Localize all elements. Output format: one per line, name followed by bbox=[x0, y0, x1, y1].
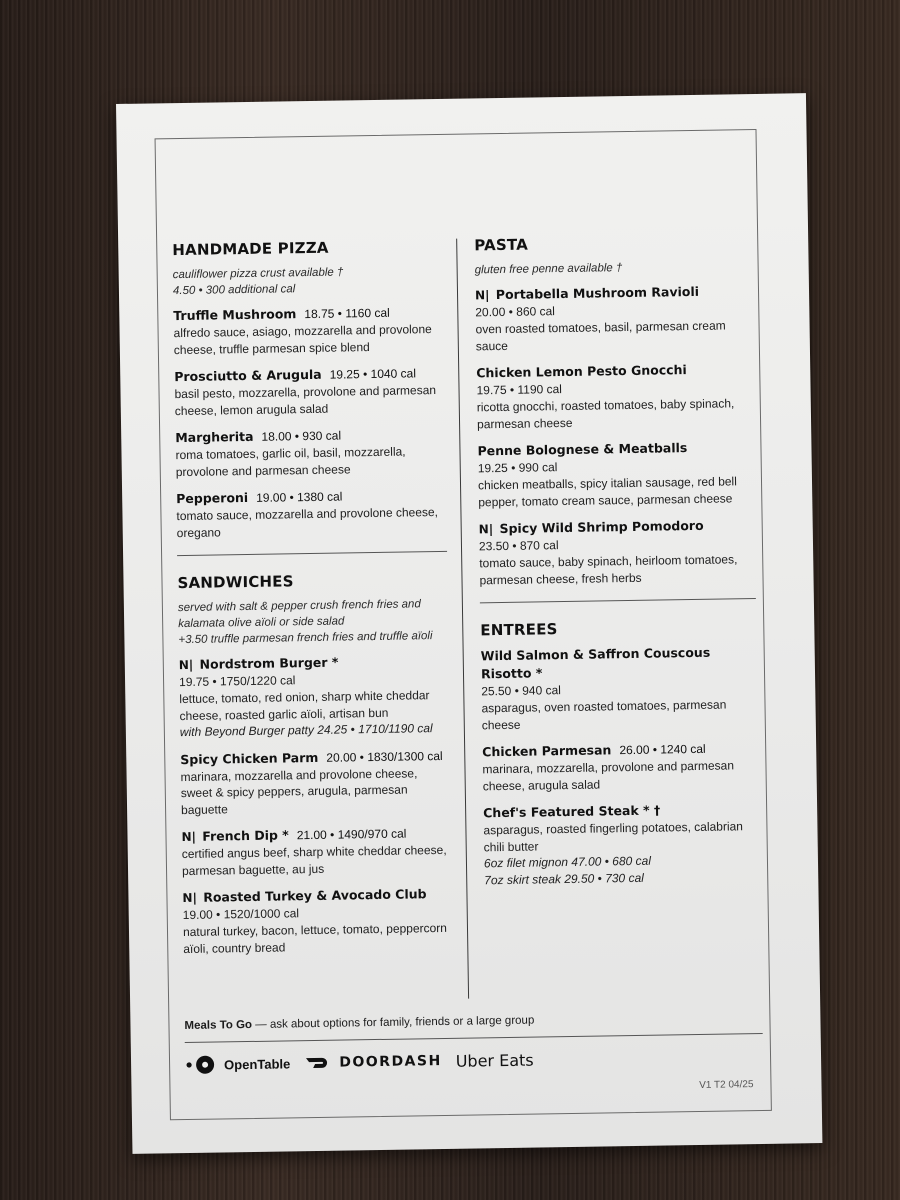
item-desc: tomato sauce, mozzarella and provolone cheese, oregano bbox=[176, 504, 439, 540]
item-name: French Dip * bbox=[202, 827, 289, 844]
item-price: 21.00 • 1490/970 cal bbox=[296, 826, 407, 843]
item-price: 19.25 • 990 cal bbox=[477, 460, 558, 476]
menu-item bbox=[181, 824, 452, 879]
ubereats-label: Uber Eats bbox=[455, 1050, 534, 1071]
doordash-logo bbox=[304, 1053, 442, 1071]
menu-item bbox=[175, 425, 446, 480]
section-title-sandwiches: SANDWICHES bbox=[177, 572, 294, 593]
item-price: 19.00 • 1380 cal bbox=[256, 489, 343, 505]
nordstrom-logo-icon: N| bbox=[181, 829, 197, 845]
item-desc: marinara, mozzarella, provolone and parmesan cheese, arugula salad bbox=[482, 758, 735, 793]
item-desc: alfredo sauce, asiago, mozzarella and provolone cheese, truffle parmesan spice blend bbox=[173, 322, 432, 357]
item-name: Penne Bolognese & Meatballs bbox=[477, 440, 688, 459]
menu-item bbox=[477, 438, 754, 510]
pasta-section bbox=[474, 232, 755, 588]
item-option: 6oz filet mignon 47.00 • 680 cal bbox=[483, 853, 652, 871]
section-title-pasta: PASTA bbox=[474, 235, 529, 255]
nordstrom-logo-icon: N| bbox=[178, 657, 194, 673]
menu-item bbox=[174, 364, 445, 419]
item-desc: natural turkey, bacon, lettuce, tomato, peppercorn aïoli, country bread bbox=[182, 920, 448, 956]
item-name: Nordstrom Burger * bbox=[199, 654, 339, 672]
item-desc: roma tomatoes, garlic oil, basil, mozzarella, provolone and parmesan cheese bbox=[175, 444, 406, 479]
menu-item bbox=[481, 643, 758, 733]
right-column bbox=[474, 232, 760, 898]
item-price: 20.00 • 860 cal bbox=[475, 304, 556, 320]
nordstrom-logo-icon: N| bbox=[474, 288, 490, 303]
item-name: Chef's Featured Steak * † bbox=[483, 802, 661, 821]
menu-item bbox=[479, 516, 756, 588]
item-name: Wild Salmon & Saffron Couscous Risotto * bbox=[480, 644, 711, 682]
menu-item bbox=[475, 282, 752, 354]
item-name: Roasted Turkey & Avocado Club bbox=[203, 886, 427, 905]
nordstrom-logo-icon: N| bbox=[478, 522, 494, 537]
doordash-label: DOORDASH bbox=[339, 1053, 442, 1071]
ubereats-logo bbox=[456, 1050, 534, 1070]
item-name: Truffle Mushroom bbox=[173, 306, 297, 324]
item-desc: marinara, mozzarella and provolone cheese, sweet & spicy peppers, arugula, parmesan baguette bbox=[180, 765, 418, 817]
menu-item bbox=[483, 800, 760, 888]
item-name: Chicken Parmesan bbox=[482, 742, 612, 760]
menu-item bbox=[182, 885, 453, 957]
menu-item bbox=[179, 652, 450, 741]
item-desc: lettuce, tomato, red onion, sharp white cheddar cheese, roasted garlic aïoli, artisan bun bbox=[179, 688, 430, 723]
menu-footer bbox=[184, 1009, 765, 1091]
pasta-note: gluten free penne available † bbox=[474, 262, 623, 277]
item-price: 19.25 • 1040 cal bbox=[329, 366, 417, 382]
item-name: Prosciutto & Arugula bbox=[174, 366, 322, 385]
item-price: 18.75 • 1160 cal bbox=[304, 305, 390, 322]
item-option: 7oz skirt steak 29.50 • 730 cal bbox=[484, 870, 644, 887]
pizza-note-crust: cauliflower pizza crust available † bbox=[172, 266, 344, 282]
nordstrom-logo-icon: N| bbox=[182, 890, 198, 906]
section-divider bbox=[177, 551, 447, 556]
sandwiches-note bbox=[178, 596, 449, 648]
sandwiches-note-line: served with salt & pepper crush french fries and bbox=[177, 598, 421, 615]
item-desc: asparagus, oven roasted tomatoes, parmesan cheese bbox=[481, 697, 727, 732]
menu-item bbox=[176, 486, 447, 541]
pizza-section bbox=[172, 237, 447, 541]
sandwiches-note-line: +3.50 truffle parmesan french fries and truffle aïoli bbox=[178, 630, 433, 647]
footer-divider bbox=[185, 1033, 763, 1043]
opentable-logo bbox=[185, 1053, 291, 1075]
menu-paper bbox=[116, 93, 822, 1154]
item-price: 19.75 • 1190 cal bbox=[476, 382, 563, 398]
item-name: Margherita bbox=[175, 428, 254, 446]
item-price: 20.00 • 1830/1300 cal bbox=[326, 748, 443, 765]
item-desc: certified angus beef, sharp white cheddar cheese, parmesan baguette, au jus bbox=[181, 842, 447, 878]
menu-item bbox=[173, 303, 444, 358]
opentable-icon bbox=[185, 1055, 219, 1076]
item-desc: basil pesto, mozzarella, provolone and parmesan cheese, lemon arugula salad bbox=[174, 383, 437, 418]
opentable-label: OpenTable bbox=[223, 1055, 291, 1072]
pizza-note bbox=[173, 263, 443, 299]
item-price: 25.50 • 940 cal bbox=[481, 683, 561, 699]
sandwiches-section bbox=[177, 570, 453, 957]
menu-item bbox=[180, 746, 451, 818]
item-desc: ricotta gnocchi, roasted tomatoes, baby spinach, parmesan cheese bbox=[476, 396, 735, 431]
menu-item bbox=[476, 360, 753, 432]
section-divider bbox=[480, 598, 756, 603]
item-name: Pepperoni bbox=[176, 489, 249, 507]
meals-text: — ask about options for family, friends or a large group bbox=[251, 1014, 535, 1031]
item-name: Spicy Wild Shrimp Pomodoro bbox=[499, 517, 704, 537]
item-name: Chicken Lemon Pesto Gnocchi bbox=[476, 362, 687, 381]
version-code: V1 T2 04/25 bbox=[699, 1079, 754, 1091]
item-option: with Beyond Burger patty 24.25 • 1710/1190 cal bbox=[179, 721, 433, 740]
section-title-pizza: HANDMADE PIZZA bbox=[172, 238, 329, 260]
item-desc: oven roasted tomatoes, basil, parmesan cream sauce bbox=[475, 318, 726, 353]
doordash-icon bbox=[304, 1055, 334, 1071]
item-desc: chicken meatballs, spicy italian sausage, red bell pepper, tomato cream sauce, parmesan cheese bbox=[477, 474, 737, 509]
pizza-note-price: 4.50 • 300 additional cal bbox=[172, 283, 296, 298]
entrees-section bbox=[480, 617, 760, 888]
item-desc: asparagus, roasted fingerling potatoes, calabrian chili butter bbox=[483, 819, 744, 854]
item-price: 19.75 • 1750/1220 cal bbox=[178, 673, 296, 690]
section-title-entrees: ENTREES bbox=[480, 620, 558, 640]
item-name: Portabella Mushroom Ravioli bbox=[495, 283, 700, 303]
menu-item bbox=[482, 739, 759, 794]
meals-label: Meals To Go bbox=[184, 1018, 253, 1033]
item-name: Spicy Chicken Parm bbox=[180, 749, 319, 767]
sandwiches-note-line: kalamata olive aïoli or side salad bbox=[178, 615, 345, 631]
item-price: 26.00 • 1240 cal bbox=[619, 741, 706, 758]
item-price: 19.00 • 1520/1000 cal bbox=[182, 906, 300, 923]
item-price: 23.50 • 870 cal bbox=[478, 538, 559, 554]
left-column bbox=[172, 237, 453, 967]
item-price: 18.00 • 930 cal bbox=[261, 428, 342, 444]
item-desc: tomato sauce, baby spinach, heirloom tomatoes, parmesan cheese, fresh herbs bbox=[479, 552, 738, 587]
